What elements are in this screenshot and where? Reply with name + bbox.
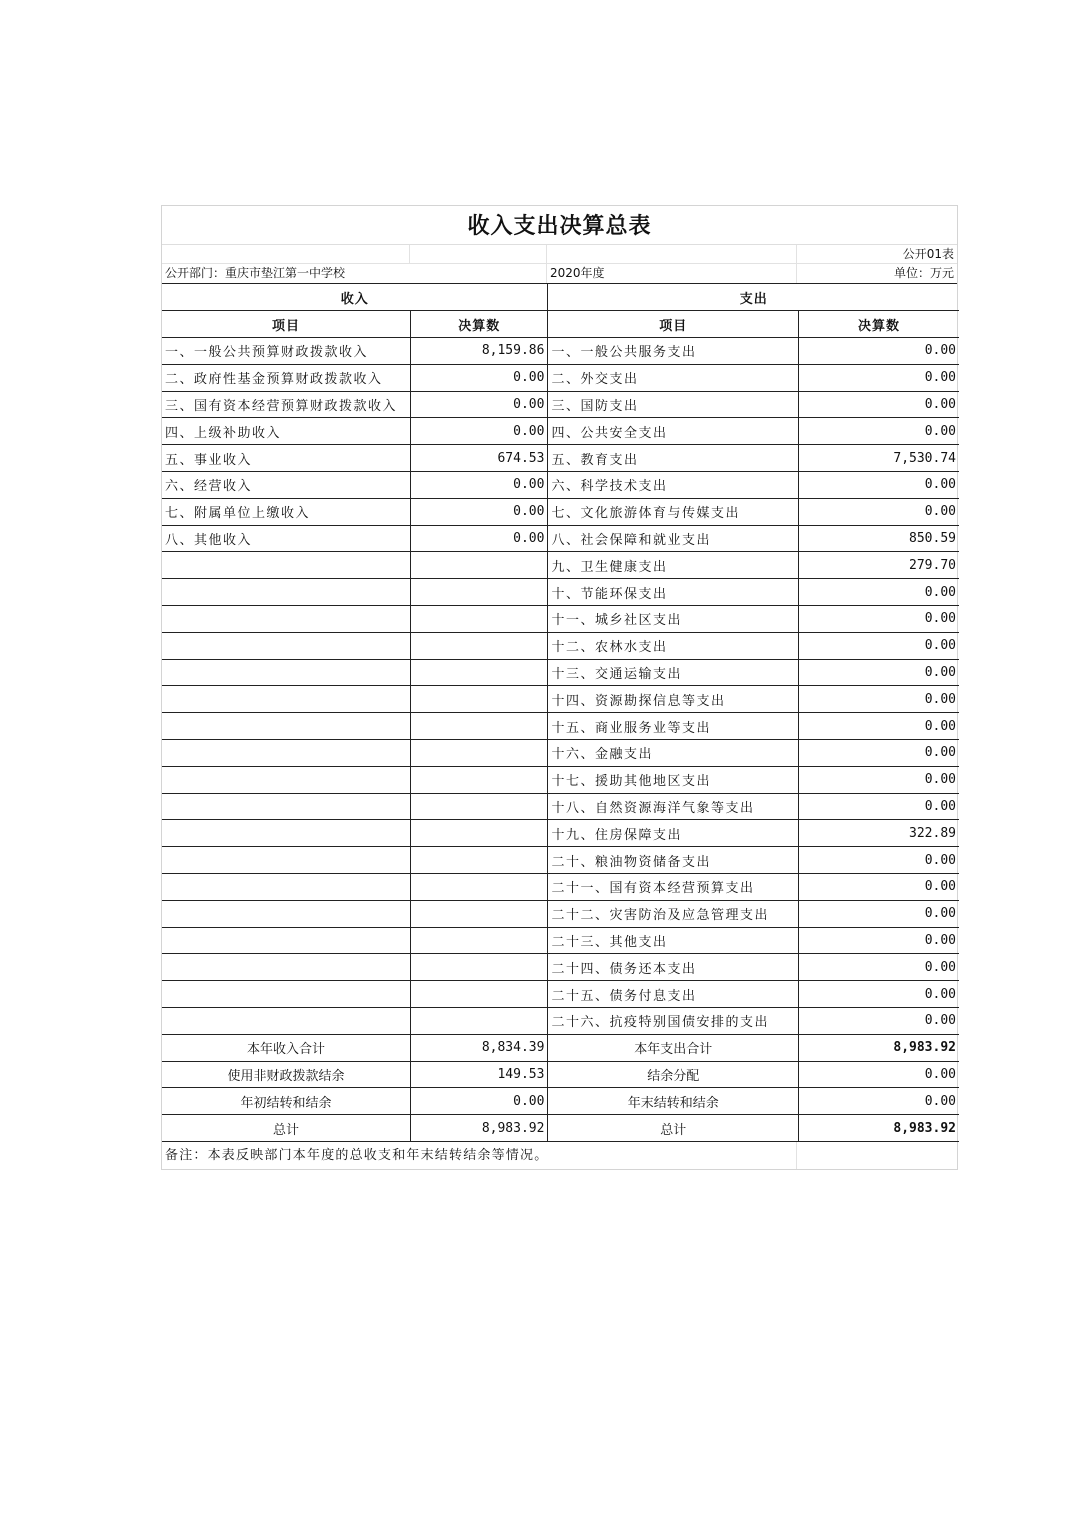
department-label: 公开部门：重庆市垫江第一中学校	[162, 264, 547, 283]
income-item: 四、上级补助收入	[162, 418, 411, 445]
section-header-row	[162, 284, 959, 311]
summary-income-amount: 8,834.39	[411, 1034, 548, 1061]
expense-item: 十五、商业服务业等支出	[548, 713, 799, 740]
summary-expense-item: 总计	[548, 1115, 799, 1142]
table-row	[162, 525, 959, 552]
table-row	[162, 954, 959, 981]
income-amount: 0.00	[411, 525, 548, 552]
expense-item: 八、社会保障和就业支出	[548, 525, 799, 552]
income-item	[162, 847, 411, 874]
expense-amount: 0.00	[799, 686, 959, 713]
summary-row	[162, 1061, 959, 1088]
table-row	[162, 900, 959, 927]
expense-amount: 0.00	[799, 847, 959, 874]
expense-amount: 850.59	[799, 525, 959, 552]
income-item: 八、其他收入	[162, 525, 411, 552]
expense-amount: 0.00	[799, 632, 959, 659]
summary-income-item: 使用非财政拨款结余	[162, 1061, 411, 1088]
income-amount	[411, 874, 548, 901]
table-row	[162, 552, 959, 579]
income-amount	[411, 1008, 548, 1035]
income-amount: 0.00	[411, 364, 548, 391]
expense-amount: 0.00	[799, 659, 959, 686]
expense-item: 六、科学技术支出	[548, 472, 799, 499]
summary-expense-amount: 0.00	[799, 1061, 959, 1088]
summary-expense-item: 本年支出合计	[548, 1034, 799, 1061]
income-amount	[411, 740, 548, 767]
summary-income-amount: 8,983.92	[411, 1115, 548, 1142]
table-row	[162, 632, 959, 659]
summary-table	[162, 284, 959, 1142]
income-item	[162, 552, 411, 579]
expense-amount: 0.00	[799, 472, 959, 499]
income-amount	[411, 900, 548, 927]
summary-expense-amount: 8,983.92	[799, 1115, 959, 1142]
income-amount: 0.00	[411, 391, 548, 418]
table-row	[162, 606, 959, 633]
table-code: 公开01表	[797, 245, 957, 264]
income-item: 三、国有资本经营预算财政拨款收入	[162, 391, 411, 418]
expense-item: 二十六、抗疫特别国债安排的支出	[548, 1008, 799, 1035]
income-item: 五、事业收入	[162, 445, 411, 472]
summary-row	[162, 1088, 959, 1115]
expense-amount: 0.00	[799, 766, 959, 793]
summary-expense-item: 年末结转和结余	[548, 1088, 799, 1115]
column-header-row	[162, 311, 959, 338]
income-item	[162, 954, 411, 981]
income-amount: 0.00	[411, 498, 548, 525]
expense-item: 一、一般公共服务支出	[548, 338, 799, 365]
meta-row-info	[162, 264, 957, 284]
table-row	[162, 418, 959, 445]
income-item	[162, 900, 411, 927]
table-row	[162, 686, 959, 713]
income-item: 六、经营收入	[162, 472, 411, 499]
table-row	[162, 981, 959, 1008]
summary-row	[162, 1034, 959, 1061]
expense-amount: 0.00	[799, 579, 959, 606]
expense-item: 四、公共安全支出	[548, 418, 799, 445]
expense-amount: 0.00	[799, 338, 959, 365]
table-row	[162, 740, 959, 767]
income-amount	[411, 820, 548, 847]
income-amount	[411, 686, 548, 713]
income-amount	[411, 927, 548, 954]
expense-item: 十七、援助其他地区支出	[548, 766, 799, 793]
table-row	[162, 1008, 959, 1035]
income-amount	[411, 713, 548, 740]
table-row	[162, 364, 959, 391]
income-item	[162, 659, 411, 686]
table-row	[162, 338, 959, 365]
table-row	[162, 498, 959, 525]
income-amount: 674.53	[411, 445, 548, 472]
expense-item: 二、外交支出	[548, 364, 799, 391]
income-item	[162, 686, 411, 713]
unit-label: 单位：万元	[893, 266, 954, 280]
table-row	[162, 847, 959, 874]
income-item	[162, 766, 411, 793]
income-amount	[411, 847, 548, 874]
income-amount: 0.00	[411, 418, 548, 445]
income-item	[162, 1008, 411, 1035]
income-amount-header: 决算数	[411, 311, 548, 338]
income-item: 七、附属单位上缴收入	[162, 498, 411, 525]
meta-empty-cell	[410, 245, 547, 264]
expense-amount: 0.00	[799, 981, 959, 1008]
expense-item: 二十三、其他支出	[548, 927, 799, 954]
income-item-header: 项目	[162, 311, 411, 338]
note-row	[162, 1142, 957, 1169]
expense-item: 二十四、债务还本支出	[548, 954, 799, 981]
expense-item: 十三、交通运输支出	[548, 659, 799, 686]
expense-item: 九、卫生健康支出	[548, 552, 799, 579]
expense-header: 支出	[548, 284, 959, 311]
expense-item: 十九、住房保障支出	[548, 820, 799, 847]
expense-item: 二十、粮油物资储备支出	[548, 847, 799, 874]
expense-item: 二十一、国有资本经营预算支出	[548, 874, 799, 901]
income-item	[162, 740, 411, 767]
report-sheet	[161, 205, 958, 1170]
expense-item: 十一、城乡社区支出	[548, 606, 799, 633]
table-row	[162, 766, 959, 793]
income-item: 二、政府性基金预算财政拨款收入	[162, 364, 411, 391]
expense-amount: 0.00	[799, 713, 959, 740]
summary-income-amount: 0.00	[411, 1088, 548, 1115]
income-item	[162, 927, 411, 954]
income-item	[162, 579, 411, 606]
income-item	[162, 713, 411, 740]
expense-amount-header: 决算数	[799, 311, 959, 338]
expense-item: 十六、金融支出	[548, 740, 799, 767]
report-title: 收入支出决算总表	[162, 206, 957, 245]
expense-amount: 0.00	[799, 900, 959, 927]
expense-item-header: 项目	[548, 311, 799, 338]
expense-amount: 0.00	[799, 418, 959, 445]
expense-amount: 0.00	[799, 874, 959, 901]
expense-amount: 322.89	[799, 820, 959, 847]
table-row	[162, 472, 959, 499]
income-item	[162, 820, 411, 847]
income-item	[162, 981, 411, 1008]
expense-item: 十八、自然资源海洋气象等支出	[548, 793, 799, 820]
expense-item: 七、文化旅游体育与传媒支出	[548, 498, 799, 525]
expense-amount: 0.00	[799, 954, 959, 981]
expense-item: 二十五、债务付息支出	[548, 981, 799, 1008]
expense-item: 十二、农林水支出	[548, 632, 799, 659]
income-item	[162, 793, 411, 820]
income-amount	[411, 552, 548, 579]
expense-item: 二十二、灾害防治及应急管理支出	[548, 900, 799, 927]
report-year: 2020年度	[547, 264, 797, 283]
income-amount	[411, 659, 548, 686]
summary-income-item: 总计	[162, 1115, 411, 1142]
expense-item: 十四、资源勘探信息等支出	[548, 686, 799, 713]
income-item	[162, 606, 411, 633]
table-row	[162, 713, 959, 740]
table-row	[162, 927, 959, 954]
summary-row	[162, 1115, 959, 1142]
summary-expense-item: 结余分配	[548, 1061, 799, 1088]
note-empty-cell	[797, 1142, 957, 1169]
income-item	[162, 632, 411, 659]
income-item: 一、一般公共预算财政拨款收入	[162, 338, 411, 365]
income-amount	[411, 632, 548, 659]
meta-empty-cell	[547, 245, 797, 264]
summary-expense-amount: 8,983.92	[799, 1034, 959, 1061]
table-row	[162, 874, 959, 901]
table-row	[162, 820, 959, 847]
expense-amount: 0.00	[799, 793, 959, 820]
income-amount	[411, 954, 548, 981]
expense-amount: 0.00	[799, 391, 959, 418]
expense-item: 三、国防支出	[548, 391, 799, 418]
income-amount	[411, 579, 548, 606]
summary-income-amount: 149.53	[411, 1061, 548, 1088]
expense-item: 十、节能环保支出	[548, 579, 799, 606]
expense-item: 五、教育支出	[548, 445, 799, 472]
note-text: 备注：本表反映部门本年度的总收支和年末结转结余等情况。	[162, 1142, 797, 1169]
meta-row-top	[162, 245, 957, 264]
income-amount	[411, 981, 548, 1008]
income-header: 收入	[162, 284, 548, 311]
table-row	[162, 391, 959, 418]
expense-amount: 279.70	[799, 552, 959, 579]
expense-amount: 0.00	[799, 498, 959, 525]
meta-empty-cell	[162, 245, 410, 264]
expense-amount: 0.00	[799, 740, 959, 767]
table-row	[162, 579, 959, 606]
table-row	[162, 445, 959, 472]
expense-amount: 0.00	[799, 364, 959, 391]
expense-amount: 0.00	[799, 606, 959, 633]
summary-expense-amount: 0.00	[799, 1088, 959, 1115]
income-amount: 8,159.86	[411, 338, 548, 365]
income-amount: 0.00	[411, 472, 548, 499]
income-amount	[411, 606, 548, 633]
table-row	[162, 793, 959, 820]
income-item	[162, 874, 411, 901]
expense-amount: 0.00	[799, 927, 959, 954]
table-row	[162, 659, 959, 686]
income-amount	[411, 766, 548, 793]
expense-amount: 7,530.74	[799, 445, 959, 472]
summary-income-item: 年初结转和结余	[162, 1088, 411, 1115]
income-amount	[411, 793, 548, 820]
summary-income-item: 本年收入合计	[162, 1034, 411, 1061]
expense-amount: 0.00	[799, 1008, 959, 1035]
